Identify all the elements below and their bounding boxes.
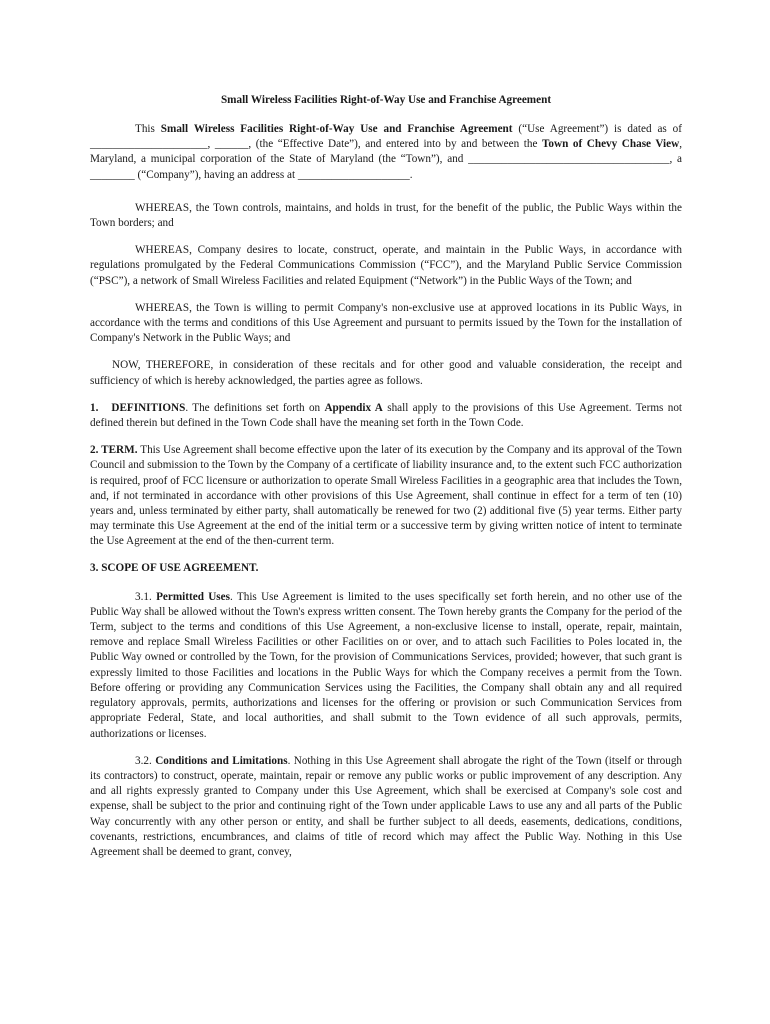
intro-text-3: , Maryland, a municipal corporation of the State of Maryland (the “Town”), and ____________________________________, a ________ (“Company”), having an address at ____________________. [90,138,682,181]
whereas-paragraph-3: WHEREAS, the Town is willing to permit Company's non-exclusive use at approved locations in its Public Ways, in accordance with the terms and conditions of this Use Agreement and pursuant to permits issued by the Town for the installation of Company's Network in the Public Ways; and [90,301,682,345]
section-3-2-heading: Conditions and Limitations [155,754,288,767]
section-2-heading: 2. TERM. [90,444,138,457]
section-1-text-2: shall apply to the provisions of this Use Agreement. Terms not defined therein but defined in the Town Code shall have the meaning set forth in the Town Code. [90,401,683,430]
section-1-text-1: . The definitions set forth on [185,401,325,414]
section-3-1-heading: Permitted Uses [156,590,230,603]
section-2-text: This Use Agreement shall become effective upon the later of its execution by the Company and its approval of the Town Council and submission to the Town by the Company of a certificate of liability insurance and, to the extent such FCC authorization is required, proof of FCC licensure or authorization to operate Small Wireless Facilities in a geographic area that includes the Town, and, if not terminated in accordance with other provisions of this Use Agreement, shall continue in effect for a term of ten (10) years and, unless terminated by either party, shall automatically be renewed for two (2) additional five (5) year terms. Either party may terminate this Use Agreement at the end of the initial term or a successive term by giving written notice of intent to terminate the Use Agreement at the end of the then-current term. [90,444,682,548]
section-3-heading-text: 3. SCOPE OF USE AGREEMENT [90,561,256,574]
whereas-paragraph-2: WHEREAS, Company desires to locate, construct, operate, and maintain in the Public Ways, in accordance with regulations promulgated by the Federal Communications Commission (“FCC”), and the Maryland Public Service Commission (“PSC”), a network of Small Wireless Facilities and related Equipment (“Network”) in the Public Ways of the Town; and [90,244,682,287]
section-3-heading-suffix: . [255,561,259,574]
section-1-definitions [90,401,682,431]
section-3-1-permitted-uses [90,590,682,742]
intro-text-1: This [135,123,161,135]
section-1-number: 1. [90,401,99,414]
section-3-heading [90,562,682,574]
section-2-term [90,443,682,549]
whereas-paragraph-1: WHEREAS, the Town controls, maintains, and holds in trust, for the benefit of the public, the Public Ways within the Town borders; and [90,201,682,230]
now-therefore-paragraph: NOW, THEREFORE, in consideration of these recitals and for other good and valuable consideration, the receipt and sufficiency of which is hereby acknowledged, the parties agree as follows. [90,359,682,387]
section-3-1-number: 3.1. [135,590,157,603]
section-3-2-conditions [90,754,682,860]
intro-paragraph [90,122,682,183]
agreement-name: Small Wireless Facilities Right-of-Way Use and Franchise Agreement [160,123,513,135]
appendix-reference: Appendix A [324,401,383,414]
intro-text-2: (“Use Agreement”) is dated as of _____________________, ______, (the “Effective Date”), and entered into by and between the [90,123,682,151]
document-title: Small Wireless Facilities Right-of-Way Use and Franchise Agreement [220,94,552,106]
section-3-2-number: 3.2. [135,754,156,767]
section-3-2-text: . Nothing in this Use Agreement shall abrogate the right of the Town (itself or through its contractors) to construct, operate, maintain, repair or remove any public works or public improvement of any description. Any and all rights expressly granted to Company under this Use Agreement, which shall be exercised at Company's sole cost and expense, shall be subject to the prior and continuing right of the Town under applicable Laws to use any and all parts of the Public Way concurrently with any other person or entity, and shall be further subject to all deeds, easements, dedications, conditions, covenants, restrictions, encumbrances, and claims of title of record which may affect the Public Way. Nothing in this Use Agreement shall be deemed to grant, convey, [90,754,683,858]
town-name: Town of Chevy Chase View [541,138,680,151]
section-3-1-text: . This Use Agreement is limited to the uses specifically set forth herein, and no other use of the Public Way shall be allowed without the Town's express written consent. The Town hereby grants the Company for the period of the Term, subject to the terms and conditions of this Use Agreement, a non-exclusive license to install, operate, repair, maintain, remove and replace Small Wireless Facilities or other Facilities on or over, and to attach such Facilities to Poles located in, the Public Way owned or controlled by the Town, for the provision of Communications Services, provided; however, that such grant is expressly limited to those Facilities and locations in the Public Ways for which the Company receives a permit from the Town. Before offering or providing any Communication Services using the Facilities, the Company shall obtain any and all required regulatory approvals, permits, authorizations and licenses for the offering or provision or such Communication Services from appropriate Federal, State, and local authorities, and shall submit to the Town evidence of all such approvals, permits, authorizations or licenses. [90,590,682,740]
section-1-heading: DEFINITIONS [111,401,186,414]
